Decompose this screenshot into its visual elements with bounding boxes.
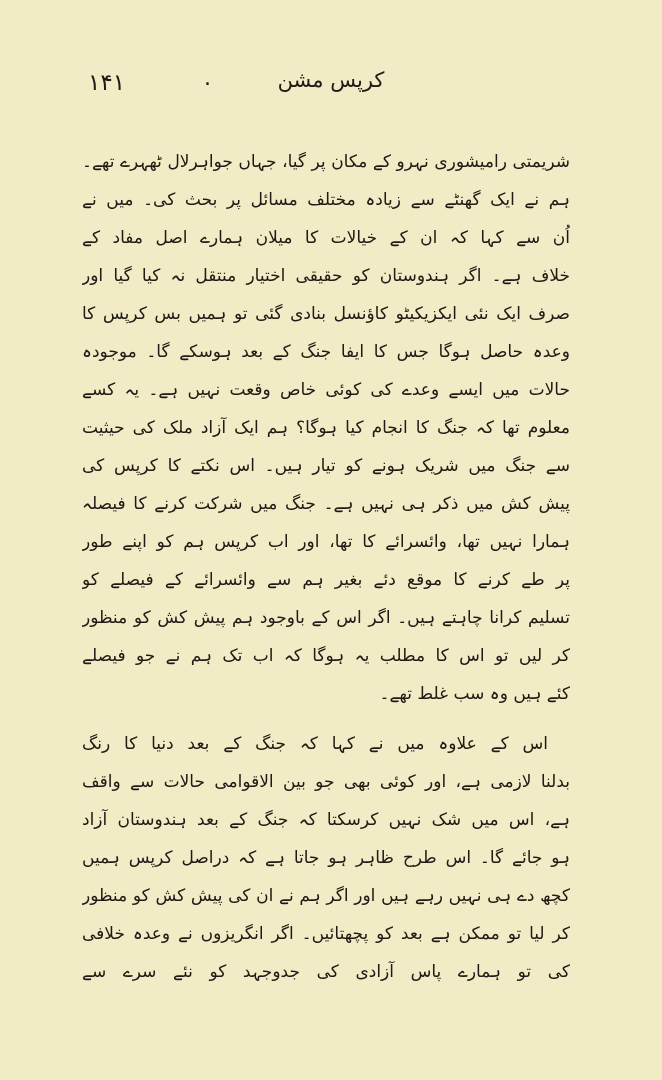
text-line: کی تو ہمارے پاس آزادی کی جدوجہد کو نئے سرے سے (82, 962, 570, 982)
text-line: شریمتی رامیشوری نہرو کے مکان پر گیا، جہاں جواہرلال ٹھہرے تھے۔ (82, 152, 570, 172)
text-line: کچھ دے ہی نہیں رہے ہیں اور اگر ہم نے ان کی پیش کش کو منظور (82, 886, 570, 906)
text-line: اس کے علاوہ میں نے کہا کہ جنگ کے بعد دنیا کا رنگ (82, 734, 548, 754)
text-line: معلوم تھا کہ جنگ کا انجام کیا ہوگا؟ ہم ایک آزاد ملک کی حیثیت (82, 418, 570, 438)
text-line: ہو جائے گا۔ اس طرح ظاہر ہو جاتا ہے کہ دراصل کرپس ہمیں (82, 848, 570, 868)
text-line: بدلنا لازمی ہے، اور کوئی بھی جو بین الاقوامی حالات سے واقف (82, 772, 570, 792)
text-line: سے جنگ میں شریک ہونے کو تیار ہیں۔ اس نکتے کا کرپس کی (82, 456, 570, 476)
text-line: ہے، اس میں شک نہیں کرسکتا کہ جنگ کے بعد ہندوستان آزاد (82, 810, 570, 830)
text-line: پر طے کرنے کا موقع دئے بغیر ہم سے وائسرائے کے فیصلے کو (82, 570, 570, 590)
text-line: حالات میں ایسے وعدے کی کوئی خاص وقعت نہیں ہے۔ یہ کسے (82, 380, 570, 400)
header-separator: . (204, 66, 211, 91)
paragraph-gap (82, 713, 570, 725)
text-line: خلاف ہے۔ اگر ہندوستان کو حقیقی اختیار منتقل نہ کیا گیا اور (82, 266, 570, 286)
page-header (0, 66, 662, 106)
running-title: کرپس مشن (277, 68, 385, 92)
text-line: اُن سے کہا کہ ان کے خیالات کا میلان ہمارے اصل مفاد کے (82, 228, 570, 248)
text-line: وعدہ حاصل ہوگا جس کا ایفا جنگ کے بعد ہوسکے گا۔ موجودہ (82, 342, 570, 362)
text-line: تسلیم کرانا چاہتے ہیں۔ اگر اس کے باوجود ہم پیش کش کو منظور (82, 608, 570, 628)
text-line: کر لیا تو ممکن ہے بعد کو پچھتائیں۔ اگر انگریزوں نے وعدہ خلافی (82, 924, 570, 944)
text-line: صرف ایک نئی ایکزیکیٹو کاؤنسل بنادی گئی تو ہمیں بس کرپس کا (82, 304, 570, 324)
paragraph-1 (82, 143, 570, 713)
text-line: پیش کش میں ذکر ہی نہیں ہے۔ جنگ میں شرکت کرنے کا فیصلہ (82, 494, 570, 514)
body-text (82, 143, 570, 991)
text-line: کر لیں تو اس کا مطلب یہ ہوگا کہ اب تک ہم نے جو فیصلے (82, 646, 570, 666)
text-line: ہمارا نہیں تھا، وائسرائے کا تھا، اور اب کرپس ہم کو اپنے طور (82, 532, 570, 552)
text-line: ہم نے ایک گھنٹے سے زیادہ مختلف مسائل پر بحث کی۔ میں نے (82, 190, 570, 210)
page-number: ۱۴۱ (88, 70, 126, 96)
text-line: کئے ہیں وہ سب غلط تھے۔ (379, 684, 570, 704)
paragraph-2 (82, 725, 570, 991)
